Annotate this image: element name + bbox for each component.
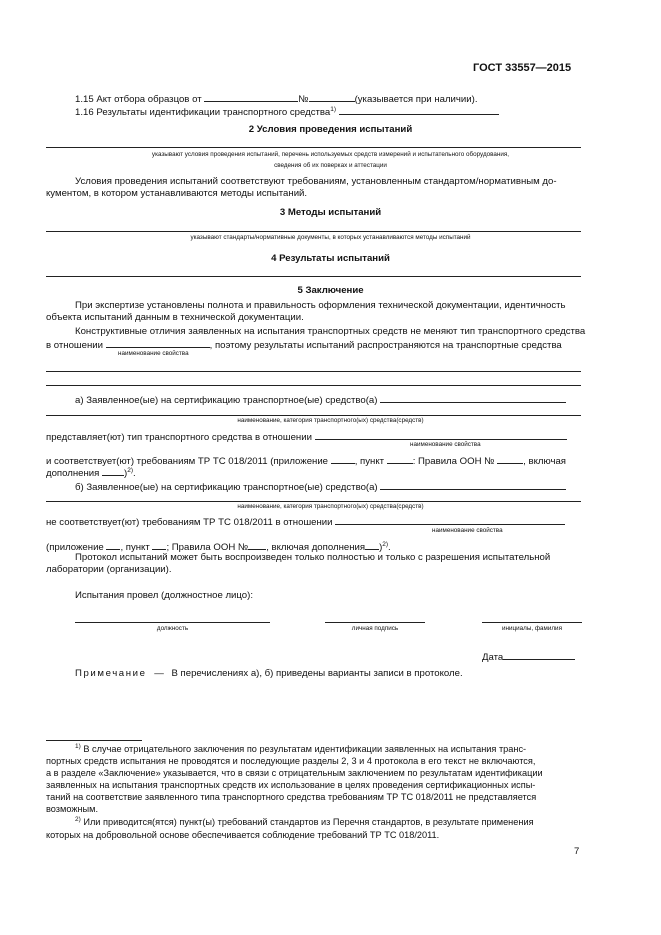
item-1-15-note: (указывается при наличии).: [354, 94, 478, 105]
note-text: В перечислениях а), б) приведены варианты записи в протоколе.: [171, 668, 463, 679]
variant-a-label: а) Заявленное(ые) на сертификацию транспортное(ые) средство(а): [75, 395, 378, 406]
variant-b-label: б) Заявленное(ые) на сертификацию транспортное(ые) средство(а): [75, 482, 378, 493]
variant-b-vehicle-blank[interactable]: [380, 480, 566, 490]
sample-act-date-blank[interactable]: [204, 92, 298, 102]
date-blank[interactable]: [503, 650, 575, 660]
footnote-1-line-1: [75, 743, 526, 755]
standard-number: ГОСТ 33557—2015: [473, 62, 572, 74]
conclusion-para-1a: При экспертизе установлены полнота и правильность оформления технической документации, идентичность: [75, 300, 566, 311]
footnote-ref-2: 2): [127, 467, 133, 474]
variant-b-line[interactable]: [46, 501, 581, 502]
clause-b-blank[interactable]: [152, 540, 166, 550]
appendix-b-blank[interactable]: [106, 540, 120, 550]
property-blank[interactable]: [106, 338, 210, 348]
not-conforms-property-blank[interactable]: [335, 515, 565, 525]
item-1-16-label: 1.16 Результаты идентификации транспортного средства: [75, 107, 331, 118]
footnote-2-mark: 2): [75, 816, 81, 823]
additions-blank[interactable]: [102, 466, 124, 476]
footnote-divider: [46, 740, 142, 741]
item-1-15-no: №: [298, 94, 309, 105]
item-1-15-label: 1.15 Акт отбора образцов от: [75, 94, 202, 105]
extends-label: , поэтому результаты испытаний распространяются на транспортные средства: [209, 340, 562, 351]
signature-line[interactable]: [325, 622, 425, 623]
signature-caption: личная подпись: [351, 625, 399, 632]
section-2-para-1: Условия проведения испытаний соответствуют требованиям, установленным стандартом/нормативным до-: [75, 176, 557, 187]
footnote-ref-1: 1): [330, 106, 337, 113]
protocol-para-b: лаборатории (организации).: [46, 564, 172, 575]
variant-a-vehicle-blank[interactable]: [380, 393, 566, 403]
footnote-1-text-1: В случае отрицательного заключения по результатам идентификации заявленных на испытания транс-: [83, 744, 527, 754]
footnote-1-line-2: портных средств испытания не проводятся и последующие разделы 2, 3 и 4 протокола в его текст не включаются,: [46, 756, 536, 766]
variant-a-line[interactable]: [46, 415, 581, 416]
footnote-2-line-1: [75, 816, 534, 828]
footnote-2-text-1: Или приводится(ятся) пункт(ы) требований стандартов из Перечня стандартов, в результате применения: [83, 817, 534, 827]
additions-b-blank[interactable]: [365, 540, 379, 550]
section-2-caption-1: указывают условия проведения испытаний, перечень используемых средств измерений и испытательного оборудования,: [151, 151, 510, 158]
variant-a: [75, 393, 566, 407]
footnote-1-mark: 1): [75, 743, 81, 750]
footnote-ref-2b: 2): [382, 541, 389, 548]
appendix-label: (приложение: [46, 542, 104, 553]
initials-line[interactable]: [482, 622, 582, 623]
vehicles-line-2[interactable]: [46, 385, 581, 386]
section-2-para-2: кументом, в котором устанавливаются методы испытаний.: [46, 188, 308, 199]
sample-act-number-blank[interactable]: [309, 92, 355, 102]
variant-a-caption: наименование, категория транспортного(ых) средства(средств): [237, 417, 424, 424]
variant-b: [75, 480, 566, 494]
not-conforms-caption: наименование свойства: [432, 527, 503, 534]
section-2-title: 2 Условия проведения испытаний: [248, 124, 413, 135]
appendix-period: .: [388, 542, 391, 553]
protocol-para-a: Протокол испытаний может быть воспроизведен только полностью и только с разрешения испытательной: [75, 552, 551, 563]
conclusion-para-2a: Конструктивные отличия заявленных на испытания транспортных средств не меняют тип транспортного средства: [75, 326, 586, 337]
note: [75, 668, 463, 680]
appendix-blank[interactable]: [331, 454, 355, 464]
additions-label: дополнения: [46, 468, 100, 479]
represents-line: [46, 430, 567, 444]
section-2-caption-2: сведения об их поверках и аттестации: [274, 162, 387, 169]
initials-caption: инициалы, фамилия: [502, 625, 562, 632]
footnote-2-line-2: которых на добровольной основе обеспечивается соблюдение требований ТР ТС 018/2011.: [46, 830, 440, 840]
additions-line: [46, 466, 136, 480]
un-rules-label: : Правила ООН №: [412, 456, 495, 467]
identification-result-blank[interactable]: [339, 105, 499, 115]
footnote-1-line-3: а в разделе «Заключение» указывается, что в связи с отрицательным заключением по результатам идентификации: [46, 768, 543, 778]
vehicles-line-1[interactable]: [46, 371, 581, 372]
date-label: Дата: [482, 652, 504, 663]
section-5-title: 5 Заключение: [297, 285, 364, 296]
in-relation-label: в отношении: [46, 340, 103, 351]
performed-by-label: Испытания провел (должностное лицо):: [75, 590, 253, 601]
section-4-title: 4 Результаты испытаний: [271, 253, 390, 264]
clause-b-label: , пункт: [120, 542, 150, 553]
footnote-1-line-4: заявленных на испытания транспортных средств их использование в целях проведения сертификационных испы-: [46, 780, 536, 790]
appendix-close: ): [379, 542, 383, 553]
test-results-line[interactable]: [46, 276, 581, 277]
item-1-15: [75, 92, 478, 106]
position-line[interactable]: [75, 622, 270, 623]
footnote-1-line-5: таний на соответствие заявленного типа транспортного средства требованиям ТР ТС 018/2011 не представляется: [46, 792, 537, 802]
test-conditions-line[interactable]: [46, 147, 581, 148]
variant-b-caption: наименование, категория транспортного(ых) средства(средств): [237, 503, 424, 510]
un-rule-number-blank[interactable]: [497, 454, 523, 464]
un-rules-b-label: ; Правила ООН №: [166, 542, 249, 553]
test-methods-line[interactable]: [46, 231, 581, 232]
note-dash: —: [154, 668, 164, 679]
additions-period: .: [133, 468, 136, 479]
footnote-1-line-6: возможным.: [46, 804, 99, 814]
item-1-16: [75, 105, 499, 119]
not-conforms-label: не соответствует(ют) требованиям ТР ТС 018/2011 в отношении: [46, 517, 333, 528]
including-b-label: , включая дополнения: [266, 542, 366, 553]
position-caption: должность: [156, 625, 189, 632]
represents-label: представляет(ют) тип транспортного средства в отношении: [46, 432, 312, 443]
including-label: , включая: [523, 456, 566, 467]
date-field: [482, 650, 575, 664]
conforms-label: и соответствует(ют) требованиям ТР ТС 018/2011 (приложение: [46, 456, 329, 467]
represents-property-blank[interactable]: [315, 430, 567, 440]
property-caption: наименование свойства: [118, 350, 189, 357]
page-number: 7: [574, 846, 580, 857]
section-3-title: 3 Методы испытаний: [279, 207, 382, 218]
section-3-caption: указывают стандарты/нормативные документы, в которых устанавливаются методы испытаний: [190, 234, 471, 241]
clause-label: , пункт: [354, 456, 385, 467]
represents-caption: наименование свойства: [410, 441, 481, 448]
additions-close: ): [124, 468, 128, 479]
clause-blank[interactable]: [387, 454, 413, 464]
note-label: Примечание: [75, 668, 147, 679]
conclusion-para-1b: объекта испытаний данным в технической документации.: [46, 312, 304, 323]
un-rule-b-blank[interactable]: [248, 540, 266, 550]
